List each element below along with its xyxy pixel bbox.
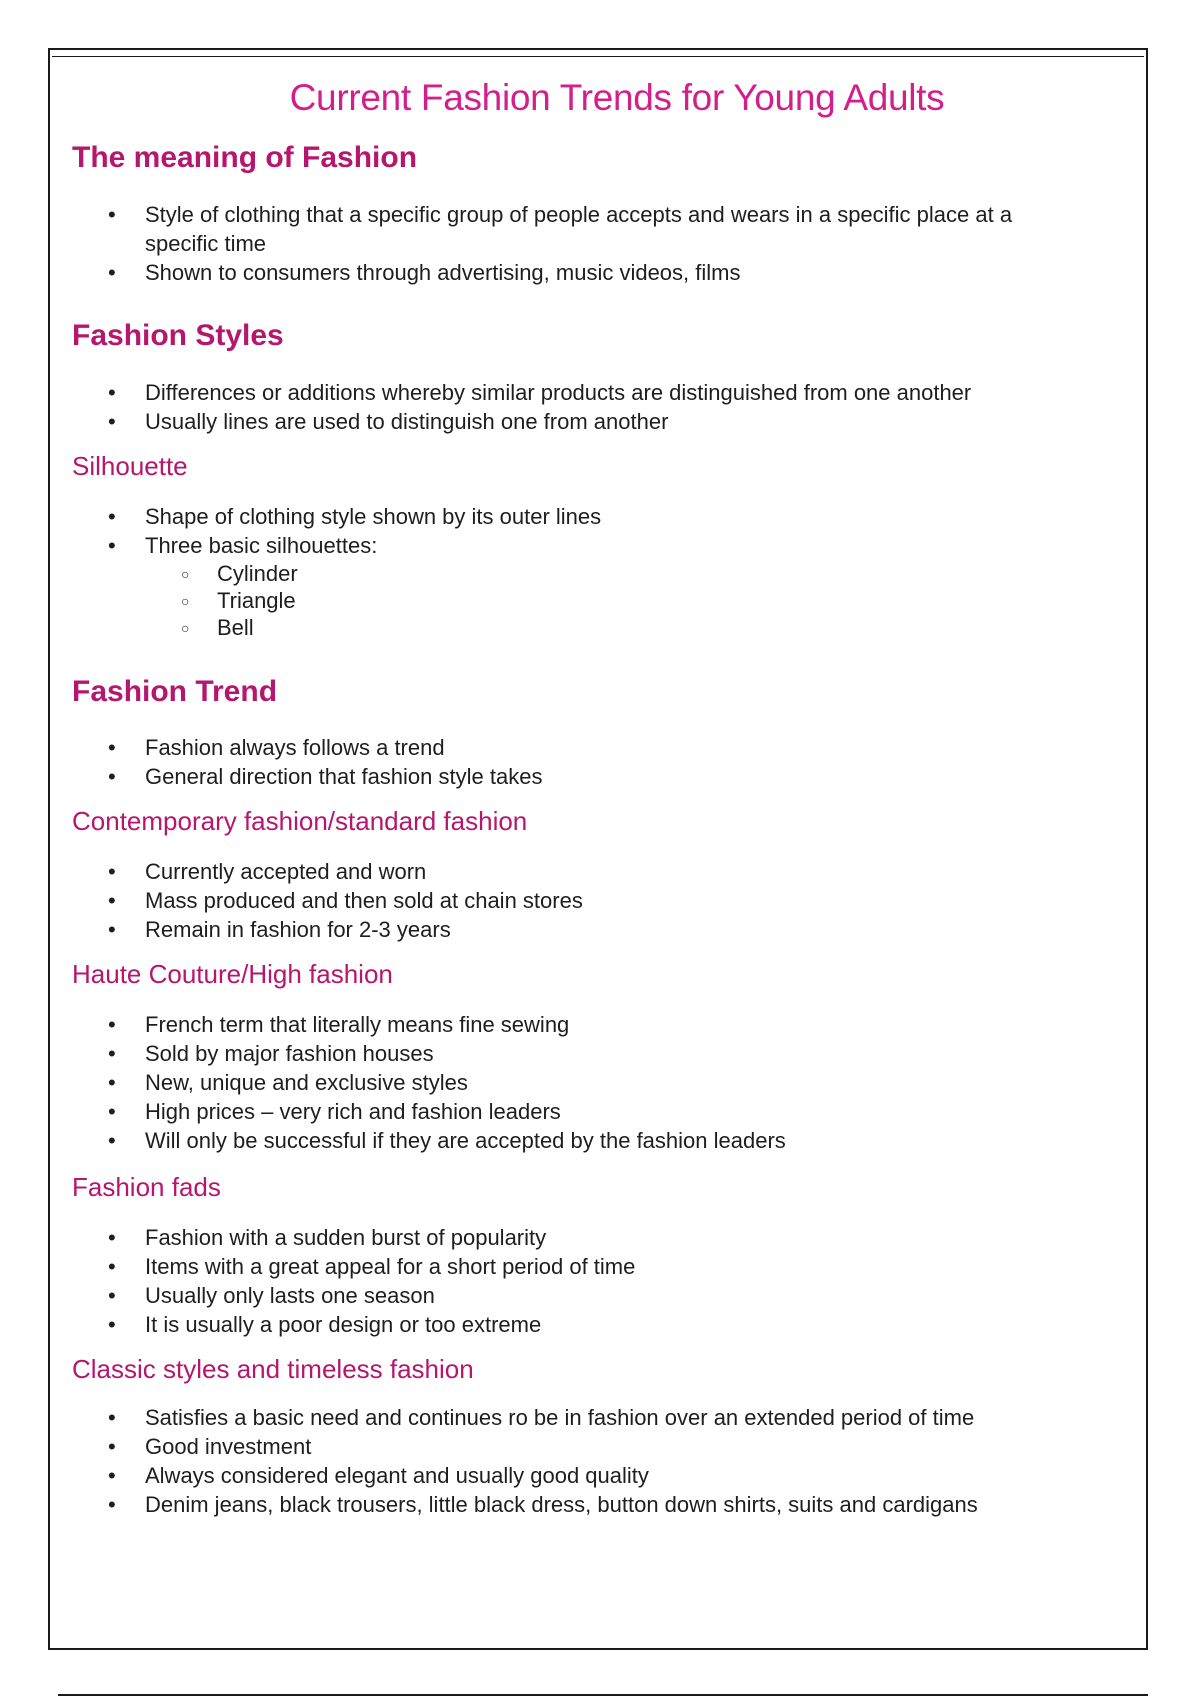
list-item: • Items with a great appeal for a short period of time [72, 1252, 1112, 1281]
sub-list-item: ○ Cylinder [72, 560, 1112, 587]
list-item: • Remain in fashion for 2-3 years [72, 915, 1112, 944]
list-item: • Good investment [72, 1432, 1112, 1461]
heading-fashion-trend: Fashion Trend [72, 675, 278, 708]
bottom-rule [58, 1694, 1148, 1696]
heading-fashion-styles: Fashion Styles [72, 319, 284, 352]
list-item: • French term that literally means fine sewing [72, 1010, 1112, 1039]
heading-haute-couture: Haute Couture/High fashion [72, 959, 393, 989]
list-item: • Differences or additions whereby similar products are distinguished from one another [72, 378, 1112, 407]
list-item: • Always considered elegant and usually good quality [72, 1461, 1112, 1490]
list-item: • Currently accepted and worn [72, 857, 1112, 886]
heading-silhouette: Silhouette [72, 451, 188, 481]
silhouette-list [72, 502, 1112, 641]
haute-couture-list [72, 1010, 1112, 1155]
list-item: • Usually lines are used to distinguish one from another [72, 407, 1112, 436]
list-item: • Sold by major fashion houses [72, 1039, 1112, 1068]
top-double-rule [52, 56, 1144, 57]
list-item: • New, unique and exclusive styles [72, 1068, 1112, 1097]
sub-list-item: ○ Triangle [72, 587, 1112, 614]
heading-contemporary-fashion: Contemporary fashion/standard fashion [72, 806, 528, 836]
list-item: • Satisfies a basic need and continues ro be in fashion over an extended period of time [72, 1403, 1112, 1432]
styles-list [72, 378, 1112, 436]
heading-meaning-of-fashion: The meaning of Fashion [72, 141, 418, 174]
classic-list [72, 1403, 1112, 1519]
meaning-list [72, 200, 1112, 287]
document-title: Current Fashion Trends for Young Adults [289, 77, 945, 118]
list-item [72, 531, 1112, 641]
list-item-text: Three basic silhouettes: [145, 533, 378, 558]
list-item: • High prices – very rich and fashion leaders [72, 1097, 1112, 1126]
list-item: • Fashion always follows a trend [72, 733, 1112, 762]
list-item: • It is usually a poor design or too extreme [72, 1310, 1112, 1339]
trend-list [72, 733, 1112, 791]
list-item: • Style of clothing that a specific group of people accepts and wears in a specific place at a specific time [72, 200, 1112, 258]
list-item: • Usually only lasts one season [72, 1281, 1112, 1310]
heading-classic-styles: Classic styles and timeless fashion [72, 1354, 474, 1384]
sub-list-item: ○ Bell [72, 614, 1112, 641]
list-item: • General direction that fashion style takes [72, 762, 1112, 791]
list-item: • Mass produced and then sold at chain stores [72, 886, 1112, 915]
heading-fashion-fads: Fashion fads [72, 1172, 221, 1202]
list-item: • Shown to consumers through advertising, music videos, films [72, 258, 1112, 287]
document-content [72, 70, 1112, 1519]
fads-list [72, 1223, 1112, 1339]
list-item: • Shape of clothing style shown by its outer lines [72, 502, 1112, 531]
list-item: • Fashion with a sudden burst of popularity [72, 1223, 1112, 1252]
list-item: • Will only be successful if they are accepted by the fashion leaders [72, 1126, 1112, 1155]
list-item: • Denim jeans, black trousers, little black dress, button down shirts, suits and cardigans [72, 1490, 1112, 1519]
silhouette-shapes-list [145, 560, 1112, 641]
contemporary-list [72, 857, 1112, 944]
